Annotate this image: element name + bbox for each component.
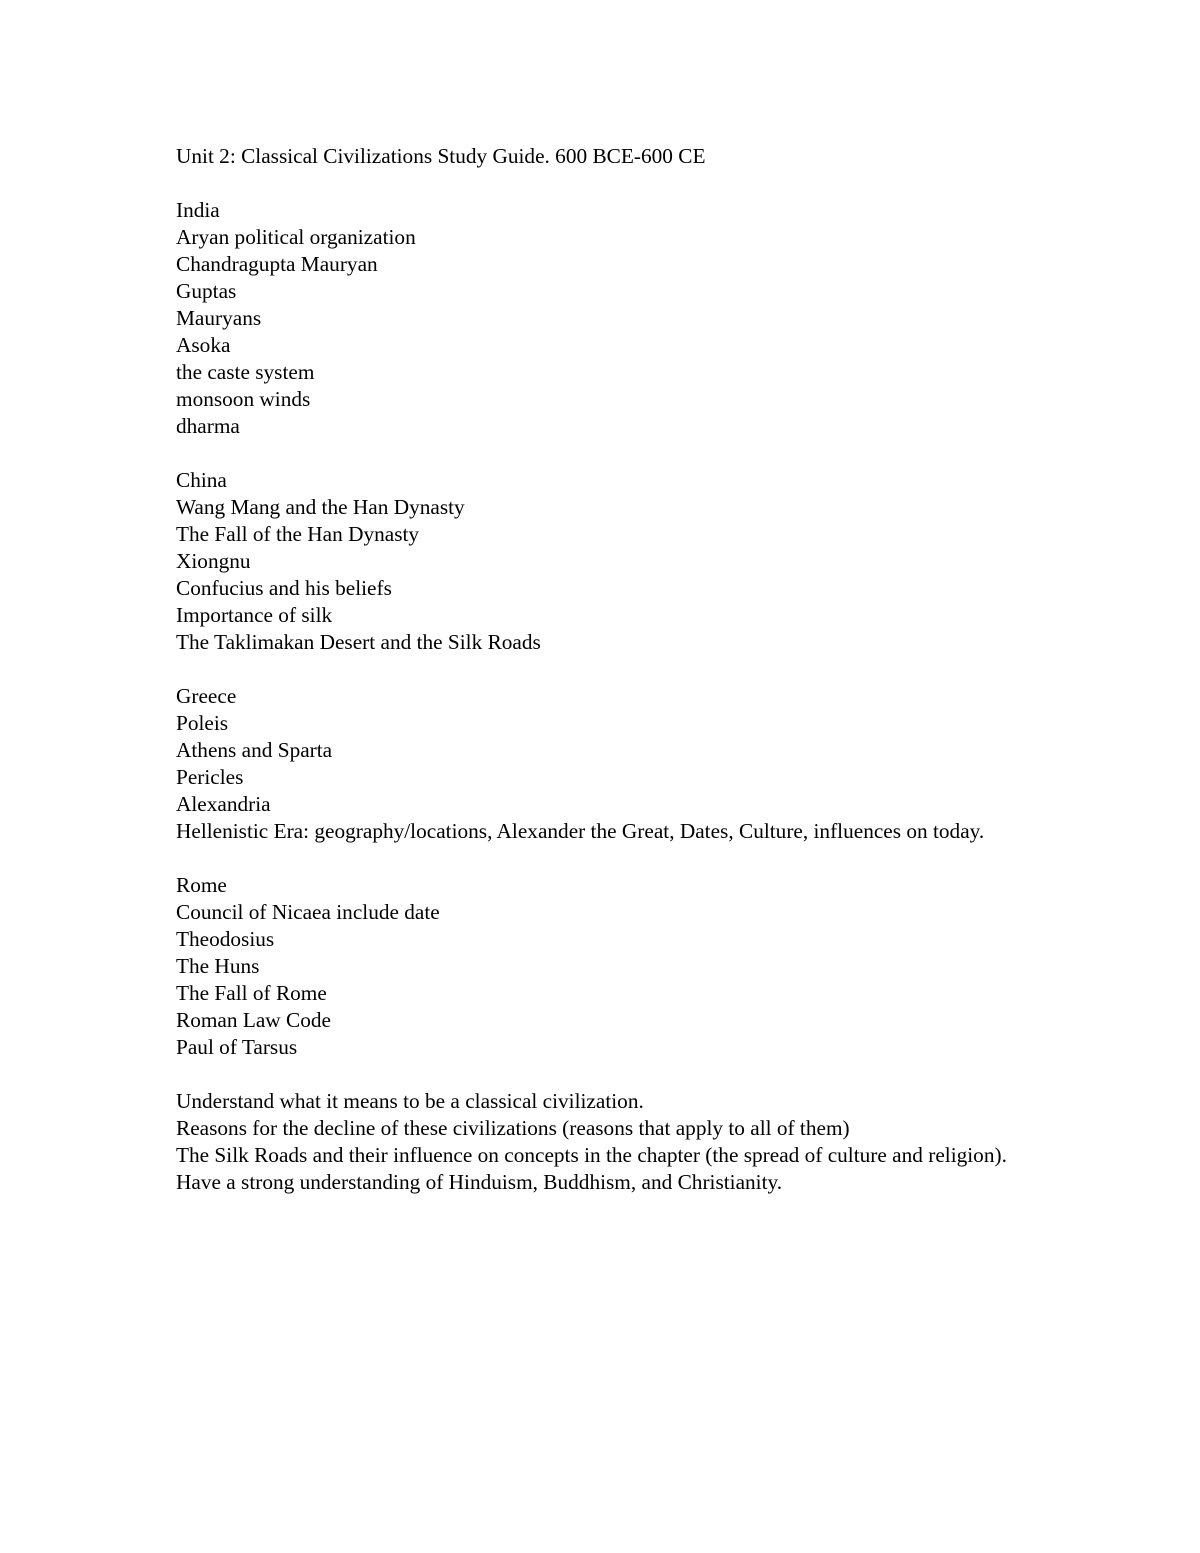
list-item: The Taklimakan Desert and the Silk Roads	[176, 630, 541, 654]
list-item: Athens and Sparta	[176, 738, 333, 762]
list-item: Xiongnu	[176, 549, 251, 573]
document-title: Unit 2: Classical Civilizations Study Guide. 600 BCE-600 CE	[176, 144, 706, 168]
section-heading: Greece	[176, 684, 237, 708]
list-item: Paul of Tarsus	[176, 1035, 298, 1059]
list-item: Wang Mang and the Han Dynasty	[176, 495, 465, 519]
list-item: dharma	[176, 414, 240, 438]
list-item: The Fall of the Han Dynasty	[176, 522, 420, 546]
closing-note: Understand what it means to be a classical civilization.	[176, 1089, 644, 1113]
spacer	[176, 656, 1016, 683]
list-item: Hellenistic Era: geography/locations, Alexander the Great, Dates, Culture, influences on today.	[176, 819, 985, 843]
list-item: Theodosius	[176, 927, 275, 951]
list-item: The Fall of Rome	[176, 981, 327, 1005]
section-india	[176, 197, 1016, 440]
list-item: Chandragupta Mauryan	[176, 252, 378, 276]
list-item: The Huns	[176, 954, 260, 978]
list-item: Council of Nicaea include date	[176, 900, 440, 924]
section-china	[176, 467, 1016, 656]
section-closing-notes	[176, 1088, 1016, 1196]
list-item: Mauryans	[176, 306, 262, 330]
spacer	[176, 1061, 1016, 1088]
closing-note: Reasons for the decline of these civilizations (reasons that apply to all of them)	[176, 1116, 850, 1140]
closing-note: Have a strong understanding of Hinduism, Buddhism, and Christianity.	[176, 1170, 783, 1194]
closing-note: The Silk Roads and their influence on concepts in the chapter (the spread of culture and religion).	[176, 1143, 1007, 1167]
list-item: Pericles	[176, 765, 244, 789]
section-heading: China	[176, 468, 227, 492]
list-item: Guptas	[176, 279, 237, 303]
list-item: Importance of silk	[176, 603, 333, 627]
list-item: the caste system	[176, 360, 315, 384]
spacer	[176, 845, 1016, 872]
list-item: monsoon winds	[176, 387, 311, 411]
spacer	[176, 440, 1016, 467]
section-rome	[176, 872, 1016, 1061]
list-item: Asoka	[176, 333, 231, 357]
section-heading: Rome	[176, 873, 227, 897]
document-body	[176, 143, 1016, 1196]
list-item: Roman Law Code	[176, 1008, 331, 1032]
list-item: Poleis	[176, 711, 229, 735]
list-item: Aryan political organization	[176, 225, 416, 249]
list-item: Confucius and his beliefs	[176, 576, 392, 600]
section-heading: India	[176, 198, 220, 222]
list-item: Alexandria	[176, 792, 271, 816]
section-greece	[176, 683, 1016, 845]
spacer	[176, 170, 1016, 197]
